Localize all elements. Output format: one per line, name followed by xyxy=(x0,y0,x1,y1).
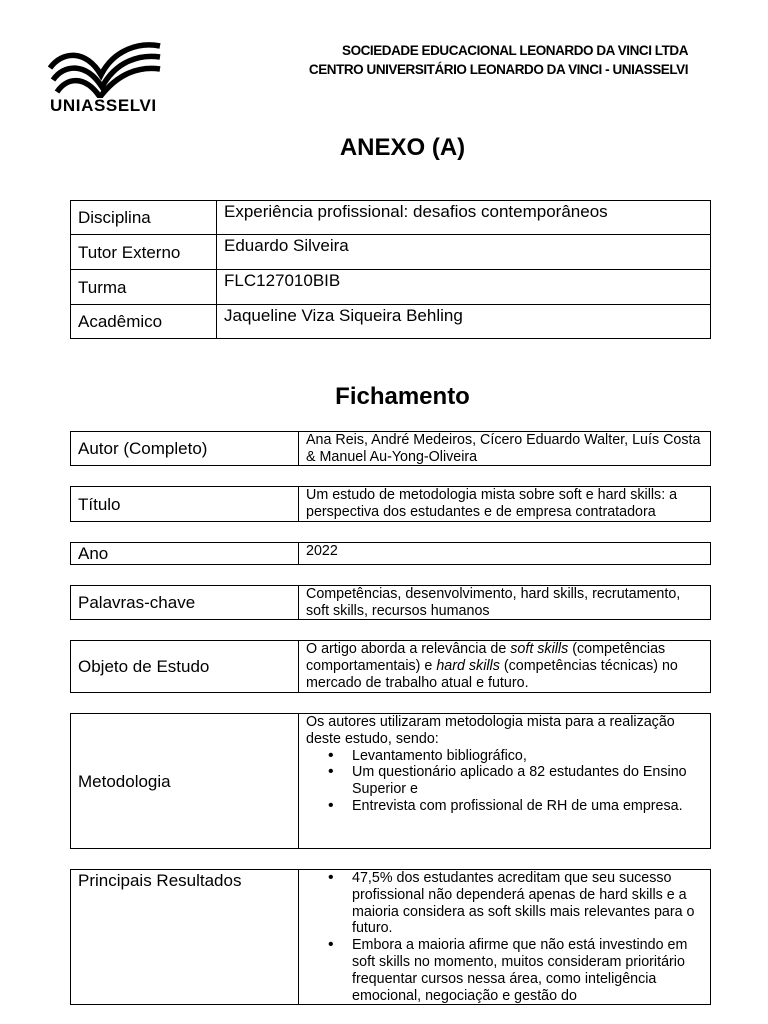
uniasselvi-arcs-icon xyxy=(48,42,162,98)
resultados-list xyxy=(306,870,703,1004)
info-row-turma xyxy=(71,270,710,305)
titulo-value: Um estudo de metodologia mista sobre soft e hard skills: a perspectiva dos estudantes e de empresa contratadora xyxy=(298,487,710,521)
objeto-italic-term: hard skills xyxy=(436,657,500,674)
info-row-tutor xyxy=(71,235,710,270)
objeto-text-segment: O artigo aborda a relevância de xyxy=(306,641,511,657)
disciplina-label: Disciplina xyxy=(78,208,151,227)
list-item: • Entrevista com profissional de RH de uma empresa. xyxy=(352,798,703,815)
autor-label: Autor (Completo) xyxy=(78,439,208,458)
objeto-de-estudo-label: Objeto de Estudo xyxy=(78,657,210,676)
palavras-chave-label: Palavras-chave xyxy=(78,593,196,612)
info-table xyxy=(70,200,711,339)
turma-value: FLC127010BIB xyxy=(216,270,710,304)
objeto-de-estudo-value xyxy=(298,641,710,692)
objeto-text-segment: (competências comportamentais) e xyxy=(306,641,666,674)
objeto-de-estudo-row xyxy=(70,640,711,693)
ano-label: Ano xyxy=(78,544,109,563)
uniasselvi-logo xyxy=(48,42,164,118)
institution-header xyxy=(309,41,688,79)
academico-label: Acadêmico xyxy=(78,312,163,331)
principais-resultados-label: Principais Resultados xyxy=(78,871,242,890)
list-item: • 47,5% dos estudantes acreditam que seu sucesso profissional não dependerá apenas de hard skills e a maioria considera as soft skills mais relevantes para o futuro. xyxy=(352,870,703,937)
palavras-chave-value: Competências, desenvolvimento, hard skills, recrutamento, soft skills, recursos humanos xyxy=(298,586,710,619)
tutor-value: Eduardo Silveira xyxy=(216,235,710,269)
institution-line-1: SOCIEDADE EDUCACIONAL LEONARDO DA VINCI LTDA xyxy=(342,43,688,58)
ano-row xyxy=(70,542,711,565)
palavras-chave-row xyxy=(70,585,711,620)
autor-value: Ana Reis, André Medeiros, Cícero Eduardo Walter, Luís Costa & Manuel Au-Yong-Oliveira xyxy=(298,432,710,465)
metodologia-value xyxy=(298,714,710,848)
tutor-label: Tutor Externo xyxy=(78,242,181,262)
logo-wordmark: UNIASSELVI xyxy=(50,96,157,115)
list-item: • Um questionário aplicado a 82 estudantes do Ensino Superior e xyxy=(352,764,703,798)
metodologia-list xyxy=(306,748,703,815)
titulo-label: Título xyxy=(78,494,121,514)
ano-value: 2022 xyxy=(298,543,710,564)
academico-value: Jaqueline Viza Siqueira Behling xyxy=(216,305,710,338)
annex-title: ANEXO (A) xyxy=(339,134,466,161)
principais-resultados-value xyxy=(298,870,710,1004)
list-item: • Embora a maioria afirme que não está investindo em soft skills no momento, muitos consideram prioritário frequentar cursos nessa área, como inteligência emocional, negociação e gestão do xyxy=(352,937,703,1004)
fichamento-title: Fichamento xyxy=(335,383,470,410)
objeto-text-segment: (competências técnicas) no mercado de trabalho atual e futuro. xyxy=(306,657,678,691)
disciplina-value: Experiência profissional: desafios contemporâneos xyxy=(216,201,710,234)
list-item: • Levantamento bibliográfico, xyxy=(352,748,703,765)
objeto-italic-term: soft skills xyxy=(510,641,569,657)
institution-line-2: CENTRO UNIVERSITÁRIO LEONARDO DA VINCI - UNIASSELVI xyxy=(308,62,688,77)
info-row-disciplina xyxy=(71,201,710,235)
autor-row xyxy=(70,431,711,466)
titulo-row xyxy=(70,486,711,522)
info-row-academico xyxy=(71,305,710,338)
metodologia-intro: Os autores utilizaram metodologia mista para a realização deste estudo, sendo: xyxy=(306,714,675,747)
turma-label: Turma xyxy=(78,277,127,297)
metodologia-row xyxy=(70,713,711,849)
metodologia-label: Metodologia xyxy=(78,771,171,791)
principais-resultados-row xyxy=(70,869,711,1005)
